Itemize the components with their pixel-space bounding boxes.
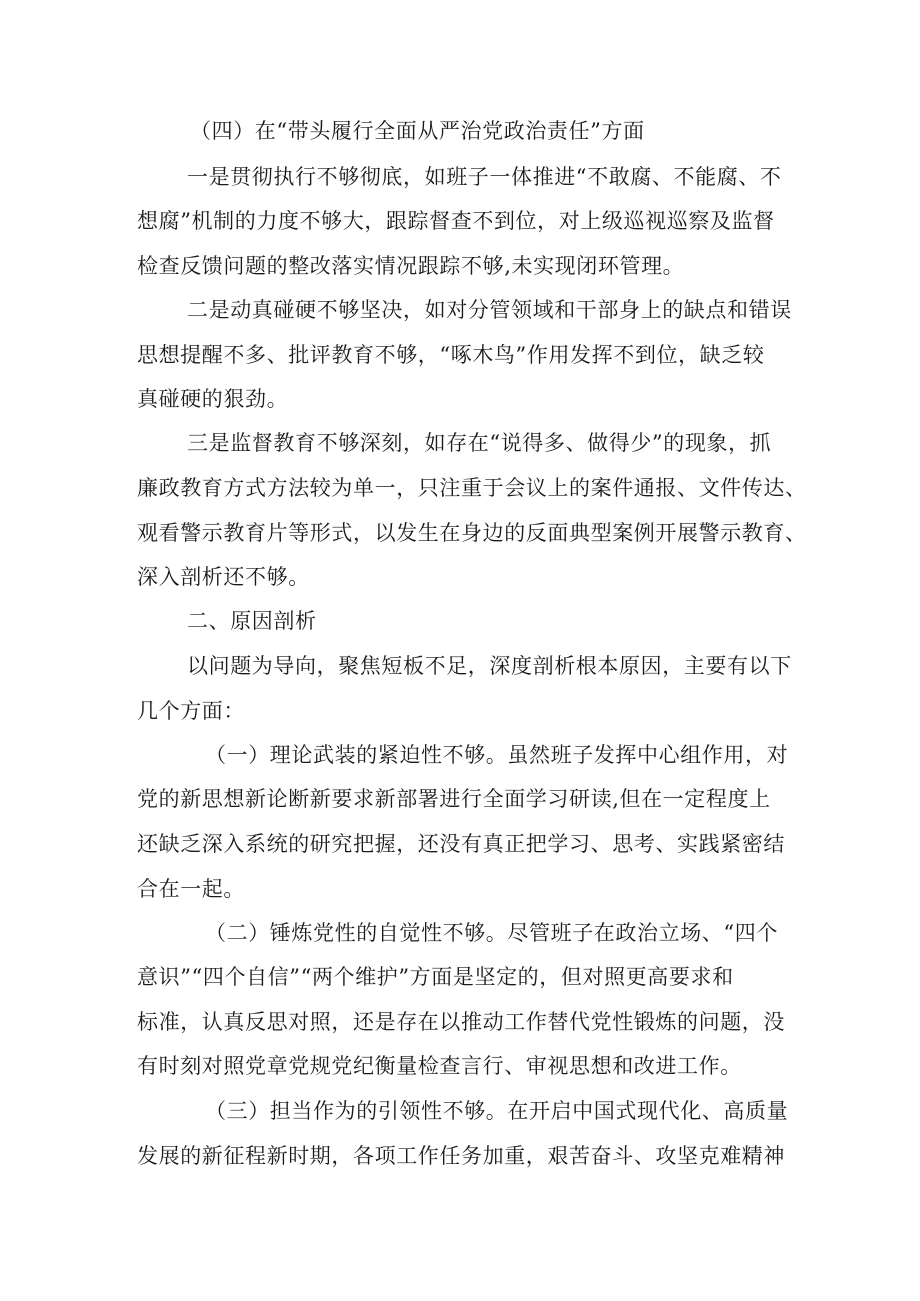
- paragraph-line: 二是动真碰硬不够坚决，如对分管领域和干部身上的缺点和错误: [187, 298, 792, 322]
- paragraph-line: 以问题为导向，聚焦短板不足，深度剖析根本原因，主要有以下: [187, 654, 792, 678]
- paragraph-line: 意识”“四个自信”“两个维护”方面是坚定的，但对照更高要求和: [137, 965, 734, 989]
- paragraph-line: （二）锤炼党性的自觉性不够。尽管班子在政治立场、“四个: [205, 921, 778, 945]
- paragraph-line: 思想提醒不多、批评教育不够，“啄木鸟”作用发挥不到位，缺乏较: [137, 343, 765, 367]
- paragraph-line: 一是贯彻执行不够彻底，如班子一体推进“不敢腐、不能腐、不: [187, 165, 782, 189]
- paragraph-line: （三）担当作为的引领性不够。在开启中国式现代化、高质量: [205, 1099, 789, 1123]
- section-heading-2: 二、原因剖析: [187, 609, 317, 633]
- section-heading-4: （四）在“带头履行全面从严治党政治责任”方面: [190, 119, 645, 143]
- paragraph-line: 想腐”机制的力度不够大，跟踪督查不到位，对上级巡视巡察及监督: [137, 209, 775, 233]
- paragraph-line: （一）理论武装的紧迫性不够。虽然班子发挥中心组作用，对: [205, 743, 789, 767]
- paragraph-line: 观看警示教育片等形式，以发生在身边的反面典型案例开展警示教育、: [137, 521, 807, 545]
- paragraph-line: 三是监督教育不够深刻，如存在“说得多、做得少”的现象，抓: [187, 431, 772, 455]
- paragraph-line: 合在一起。: [137, 877, 245, 901]
- paragraph-line: 真碰硬的狠劲。: [137, 387, 289, 411]
- paragraph-line: 检查反馈问题的整改落实情况跟踪不够,未实现闭环管理。: [137, 254, 685, 278]
- paragraph-line: 廉政教育方式方法较为单一，只注重于会议上的案件通报、文件传达、: [137, 476, 807, 500]
- paragraph-line: 还缺乏深入系统的研究把握，还没有真正把学习、思考、实践紧密结: [137, 832, 785, 856]
- paragraph-line: 有时刻对照党章党规党纪衡量检查言行、审视思想和改进工作。: [137, 1054, 742, 1078]
- paragraph-line: 标准，认真反思对照，还是存在以推动工作替代党性锻炼的问题，没: [137, 1010, 785, 1034]
- paragraph-line: 几个方面：: [137, 699, 245, 723]
- paragraph-line: 发展的新征程新时期，各项工作任务加重，艰苦奋斗、攻坚克难精神: [137, 1144, 785, 1168]
- paragraph-line: 深入剖析还不够。: [137, 565, 310, 589]
- paragraph-line: 党的新思想新论断新要求新部署进行全面学习研读,但在一定程度上: [137, 787, 771, 811]
